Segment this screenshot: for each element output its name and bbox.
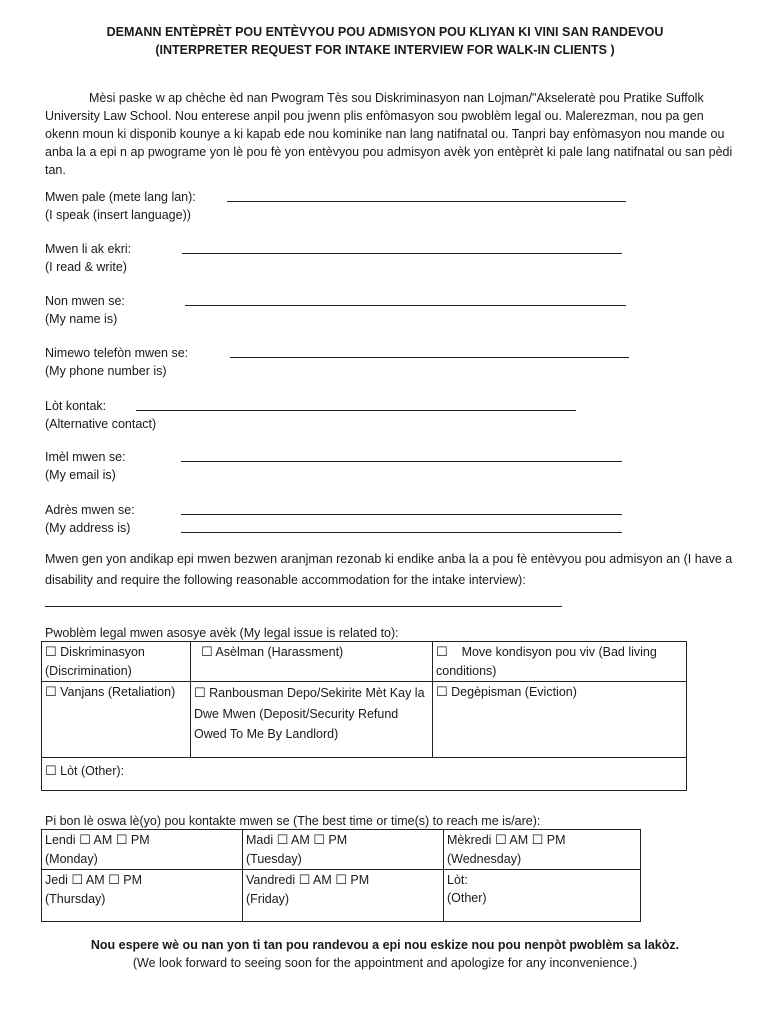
option-deposit-refund-label: Ranbousman Depo/Sekirite Mèt Kay la Dwe Mwen (Deposit/Security Refund Owed To Me By Landlord): [194, 686, 425, 741]
day-wednesday: [444, 830, 641, 870]
option-deposit-refund[interactable]: [191, 682, 433, 758]
read-write-label: [45, 240, 131, 276]
intro-paragraph: [45, 89, 735, 179]
am-checkbox[interactable]: ☐: [494, 833, 507, 848]
email-label: [45, 448, 126, 484]
option-bad-living-conditions[interactable]: [433, 642, 687, 682]
am-label: AM: [93, 833, 113, 847]
form-title-creole: DEMANN ENTÈPRÈT POU ENTÈVYOU POU ADMISYON POU KLIYAN KI VINI SAN RANDEVOU: [106, 25, 664, 39]
speak-language-label: [45, 188, 196, 224]
email-line[interactable]: [181, 461, 622, 462]
phone-line[interactable]: [230, 357, 629, 358]
read-write-line[interactable]: [182, 253, 622, 254]
name-label-ht: Non mwen se:: [45, 294, 125, 308]
am-label: AM: [85, 873, 105, 887]
am-checkbox[interactable]: ☐: [79, 833, 91, 848]
am-label: AM: [509, 833, 529, 847]
contact-time-table: [41, 829, 641, 922]
phone-label-en: (My phone number is): [45, 364, 167, 378]
email-label-en: (My email is): [45, 468, 116, 482]
name-label: [45, 292, 125, 328]
am-checkbox[interactable]: ☐: [298, 873, 311, 888]
day-thursday: [42, 870, 243, 922]
day-tuesday-en: (Tuesday): [246, 852, 302, 866]
checkbox-icon[interactable]: ☐: [194, 686, 206, 701]
day-other-label: Lòt:: [447, 873, 468, 887]
legal-issue-heading: Pwoblèm legal mwen asosye avèk (My legal issue is related to):: [45, 626, 399, 640]
alt-contact-label: [45, 397, 156, 433]
phone-label: [45, 344, 188, 380]
address-label-en: (My address is): [45, 521, 131, 535]
pm-label: PM: [546, 833, 566, 847]
read-write-label-ht: Mwen li ak ekri:: [45, 242, 132, 256]
option-eviction-label: Degèpisman (Eviction): [451, 685, 577, 699]
option-bad-living-conditions-label: Move kondisyon pou viv (Bad living conditions): [436, 645, 657, 678]
email-label-ht: Imèl mwen se:: [45, 450, 126, 464]
address-line-2[interactable]: [181, 532, 622, 533]
alt-contact-line[interactable]: [136, 410, 576, 411]
option-other-label: Lòt (Other):: [60, 764, 125, 778]
legal-issue-table: [41, 641, 687, 791]
checkbox-icon[interactable]: ☐: [436, 685, 448, 700]
checkbox-icon[interactable]: ☐: [45, 645, 57, 660]
day-tuesday: [243, 830, 444, 870]
am-label: AM: [313, 873, 332, 887]
checkbox-icon[interactable]: ☐: [45, 685, 57, 700]
day-tuesday-label: Madi: [246, 833, 274, 847]
checkbox-icon[interactable]: ☐: [45, 764, 57, 779]
am-checkbox[interactable]: ☐: [276, 833, 289, 848]
speak-language-label-ht: Mwen pale (mete lang lan):: [45, 190, 196, 204]
disability-line[interactable]: [45, 606, 562, 607]
option-discrimination[interactable]: [42, 642, 191, 682]
option-eviction[interactable]: [433, 682, 687, 758]
day-thursday-en: (Thursday): [45, 892, 106, 906]
checkbox-icon[interactable]: ☐: [200, 645, 213, 660]
day-wednesday-label: Mèkredi: [447, 833, 492, 847]
phone-label-ht: Nimewo telefòn mwen se:: [45, 346, 189, 360]
form-title-english: (INTERPRETER REQUEST FOR INTAKE INTERVIEW FOR WALK-IN CLIENTS ): [155, 43, 615, 57]
pm-label: PM: [130, 833, 150, 847]
day-friday-en: (Friday): [246, 892, 290, 906]
option-retaliation-label: Vanjans (Retaliation): [60, 685, 176, 699]
name-line[interactable]: [185, 305, 626, 306]
pm-label: PM: [123, 873, 142, 887]
speak-language-line[interactable]: [227, 201, 626, 202]
speak-language-label-en: (I speak (insert language)): [45, 208, 191, 222]
name-label-en: (My name is): [45, 312, 118, 326]
option-harassment-label: Asèlman (Harassment): [215, 645, 344, 659]
address-line-1[interactable]: [181, 514, 622, 515]
day-other-en: (Other): [447, 891, 487, 905]
option-retaliation[interactable]: [42, 682, 191, 758]
pm-checkbox[interactable]: ☐: [313, 833, 325, 848]
disability-paragraph: Mwen gen yon andikap epi mwen bezwen aranjman rezonab ki endike anba la a pou fè entèvyou pou admisyon an (I have a disability and require the following reasonable accommodation for the intake interview):: [45, 552, 733, 587]
pm-label: PM: [350, 873, 370, 887]
alt-contact-label-en: (Alternative contact): [45, 417, 157, 431]
day-monday-label: Lendi: [45, 833, 76, 847]
intro-text: Mèsi paske w ap chèche èd nan Pwogram Tès sou Diskriminasyon nan Lojman/"Akseleratè pou Pratike Suffolk University Law School. Nou enterese anpil pou jwenn plis enfòmasyon sou pwoblèm legal ou. Malerezman, nou pa gen okenn moun ki disponib kounye a ki kapab ede nou kominike nan lang natifnatal ou. Tanpri bay enfòmasyon nou mande ou anba la a epi n ap pwograme yon lè pou fè yon entèvyou pou admisyon avèk yon entèprèt ki pale lang natifnatal ou san pèdi tan.: [45, 91, 733, 177]
contact-time-heading: Pi bon lè oswa lè(yo) pou kontakte mwen se (The best time or time(s) to reach me is/are):: [45, 814, 541, 828]
pm-checkbox[interactable]: ☐: [335, 873, 347, 888]
day-monday: [42, 830, 243, 870]
pm-checkbox[interactable]: ☐: [108, 873, 120, 888]
option-other[interactable]: [42, 758, 687, 791]
closing-creole: Nou espere wè ou nan yon ti tan pou randevou a epi nou eskize nou pou nenpòt pwoblèm sa lakòz.: [90, 938, 680, 952]
am-checkbox[interactable]: ☐: [71, 873, 84, 888]
address-label-ht: Adrès mwen se:: [45, 503, 135, 517]
alt-contact-label-ht: Lòt kontak:: [45, 399, 107, 413]
day-wednesday-en: (Wednesday): [447, 852, 522, 866]
option-discrimination-label: Diskriminasyon (Discrimination): [45, 645, 145, 678]
day-friday-label: Vandredi: [246, 873, 296, 887]
address-label: [45, 501, 135, 537]
pm-label: PM: [328, 833, 348, 847]
checkbox-icon[interactable]: ☐: [436, 645, 448, 660]
read-write-label-en: (I read & write): [45, 260, 127, 274]
day-other[interactable]: [444, 870, 641, 922]
day-monday-en: (Monday): [45, 852, 98, 866]
day-thursday-label: Jedi: [45, 873, 68, 887]
option-harassment[interactable]: [191, 642, 433, 682]
day-friday: [243, 870, 444, 922]
am-label: AM: [291, 833, 310, 847]
pm-checkbox[interactable]: ☐: [531, 833, 544, 848]
pm-checkbox[interactable]: ☐: [115, 833, 128, 848]
closing-english: (We look forward to seeing soon for the appointment and apologize for any inconvenience.): [132, 956, 638, 970]
